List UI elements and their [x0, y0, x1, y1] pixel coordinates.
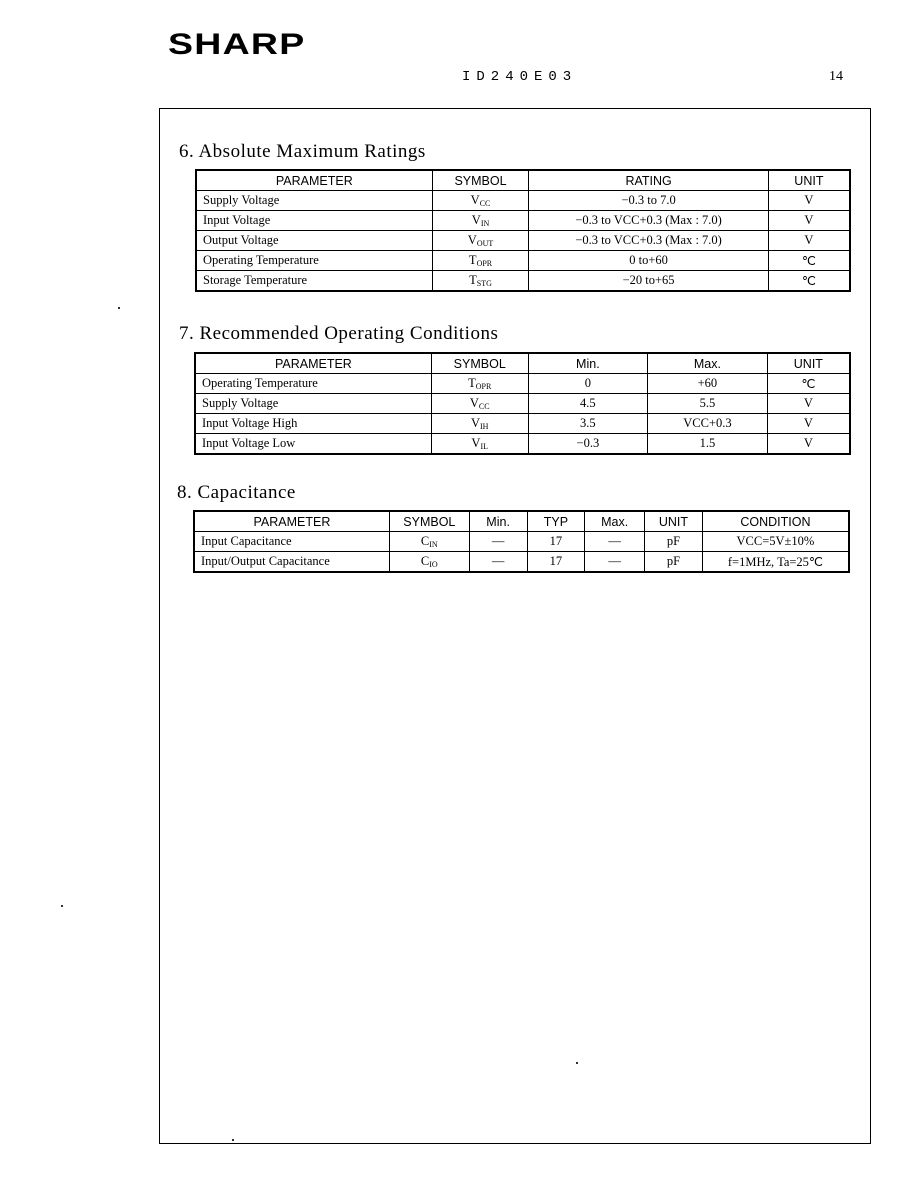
symbol-main: V — [471, 436, 481, 450]
table-row — [196, 211, 850, 231]
sharp-logo: SHARP — [168, 28, 306, 61]
page-number: 14 — [829, 69, 843, 84]
col-max: Max. — [585, 511, 645, 532]
parameter-cell: Supply Voltage — [196, 191, 432, 211]
unit-cell: V — [768, 191, 850, 211]
condition-cell: VCC=5V±10% — [702, 532, 849, 552]
symbol-cell — [389, 552, 469, 573]
col-symbol: SYMBOL — [431, 353, 528, 374]
parameter-cell: Operating Temperature — [195, 374, 431, 394]
rating-cell: −0.3 to VCC+0.3 (Max : 7.0) — [529, 211, 768, 231]
symbol-main: V — [470, 416, 481, 430]
col-unit: UNIT — [768, 170, 850, 191]
symbol-sub: IH — [480, 422, 489, 431]
absolute-max-ratings-table — [195, 169, 851, 292]
col-max: Max. — [648, 353, 768, 374]
document-id: ID240E03 — [462, 69, 578, 85]
symbol-main: T — [469, 273, 477, 287]
col-symbol: SYMBOL — [389, 511, 469, 532]
parameter-cell: Supply Voltage — [195, 394, 431, 414]
symbol-main: T — [468, 253, 477, 267]
symbol-cell — [431, 394, 528, 414]
max-cell: VCC+0.3 — [648, 414, 768, 434]
recommended-operating-table — [194, 352, 851, 455]
col-parameter: PARAMETER — [195, 353, 431, 374]
section-7-title: 7. Recommended Operating Conditions — [179, 323, 499, 344]
table-row — [196, 251, 850, 271]
col-symbol: SYMBOL — [432, 170, 529, 191]
section-8-title: 8. Capacitance — [177, 482, 296, 503]
table-row — [195, 414, 850, 434]
scan-speck — [232, 1139, 234, 1141]
symbol-cell — [389, 532, 469, 552]
table-row — [195, 374, 850, 394]
col-parameter: PARAMETER — [196, 170, 432, 191]
symbol-cell — [431, 414, 528, 434]
symbol-cell — [432, 271, 529, 292]
unit-cell: ℃ — [768, 271, 850, 292]
min-cell: −0.3 — [528, 434, 647, 455]
condition-cell: f=1MHz, Ta=25℃ — [702, 552, 849, 573]
typ-cell: 17 — [527, 552, 585, 573]
table-row — [196, 271, 850, 292]
rating-cell: −0.3 to VCC+0.3 (Max : 7.0) — [529, 231, 768, 251]
symbol-main: V — [467, 233, 477, 247]
symbol-cell — [431, 374, 528, 394]
symbol-main: T — [468, 376, 476, 390]
symbol-cell — [432, 251, 529, 271]
col-rating: RATING — [529, 170, 768, 191]
table-row — [194, 552, 849, 573]
unit-cell: pF — [645, 532, 703, 552]
min-cell: — — [469, 552, 527, 573]
unit-cell: pF — [645, 552, 703, 573]
rating-cell: −20 to+65 — [529, 271, 768, 292]
parameter-cell: Input Voltage Low — [195, 434, 431, 455]
symbol-cell — [432, 191, 529, 211]
symbol-cell — [432, 211, 529, 231]
symbol-sub: IN — [480, 219, 490, 228]
table-row — [196, 191, 850, 211]
unit-cell: ℃ — [768, 251, 850, 271]
max-cell: 5.5 — [648, 394, 768, 414]
min-cell: 0 — [528, 374, 647, 394]
symbol-cell — [432, 231, 529, 251]
symbol-sub: OPR — [476, 259, 493, 268]
parameter-cell: Output Voltage — [196, 231, 432, 251]
symbol-sub: OPR — [475, 382, 492, 391]
capacitance-table — [193, 510, 850, 573]
col-unit: UNIT — [767, 353, 850, 374]
col-unit: UNIT — [645, 511, 703, 532]
col-parameter: PARAMETER — [194, 511, 389, 532]
parameter-cell: Input Capacitance — [194, 532, 389, 552]
parameter-cell: Input Voltage — [196, 211, 432, 231]
rating-cell: 0 to+60 — [529, 251, 768, 271]
symbol-sub: OUT — [476, 239, 494, 248]
symbol-main: C — [420, 554, 430, 568]
table-row — [195, 394, 850, 414]
col-min: Min. — [528, 353, 647, 374]
symbol-main: V — [470, 193, 480, 207]
parameter-cell: Input/Output Capacitance — [194, 552, 389, 573]
scan-speck — [576, 1062, 578, 1064]
table-row — [194, 532, 849, 552]
symbol-main: V — [469, 396, 479, 410]
unit-cell: V — [767, 434, 850, 455]
unit-cell: V — [768, 211, 850, 231]
table-header-row — [196, 170, 850, 191]
symbol-main: V — [471, 213, 481, 227]
frame-top-border — [159, 108, 871, 109]
unit-cell: V — [767, 394, 850, 414]
unit-cell: V — [768, 231, 850, 251]
symbol-sub: STG — [476, 279, 492, 288]
max-cell: +60 — [648, 374, 768, 394]
symbol-sub: CC — [478, 402, 490, 411]
table-header-row — [195, 353, 850, 374]
parameter-cell: Operating Temperature — [196, 251, 432, 271]
section-6-title: 6. Absolute Maximum Ratings — [179, 141, 426, 162]
min-cell: 3.5 — [528, 414, 647, 434]
parameter-cell: Input Voltage High — [195, 414, 431, 434]
min-cell: — — [469, 532, 527, 552]
symbol-sub: IL — [480, 442, 489, 451]
table-header-row — [194, 511, 849, 532]
table-row — [196, 231, 850, 251]
symbol-main: C — [420, 534, 430, 548]
table-row — [195, 434, 850, 455]
scan-speck — [61, 905, 63, 907]
unit-cell: V — [767, 414, 850, 434]
unit-cell: ℃ — [767, 374, 850, 394]
parameter-cell: Storage Temperature — [196, 271, 432, 292]
symbol-sub: IN — [429, 540, 438, 549]
max-cell: 1.5 — [648, 434, 768, 455]
rating-cell: −0.3 to 7.0 — [529, 191, 768, 211]
symbol-cell — [431, 434, 528, 455]
col-condition: CONDITION — [702, 511, 849, 532]
max-cell: — — [585, 532, 645, 552]
symbol-sub: CC — [479, 199, 491, 208]
typ-cell: 17 — [527, 532, 585, 552]
scan-speck — [118, 307, 120, 309]
col-typ: TYP — [527, 511, 585, 532]
max-cell: — — [585, 552, 645, 573]
col-min: Min. — [469, 511, 527, 532]
symbol-sub: IO — [429, 560, 438, 569]
min-cell: 4.5 — [528, 394, 647, 414]
